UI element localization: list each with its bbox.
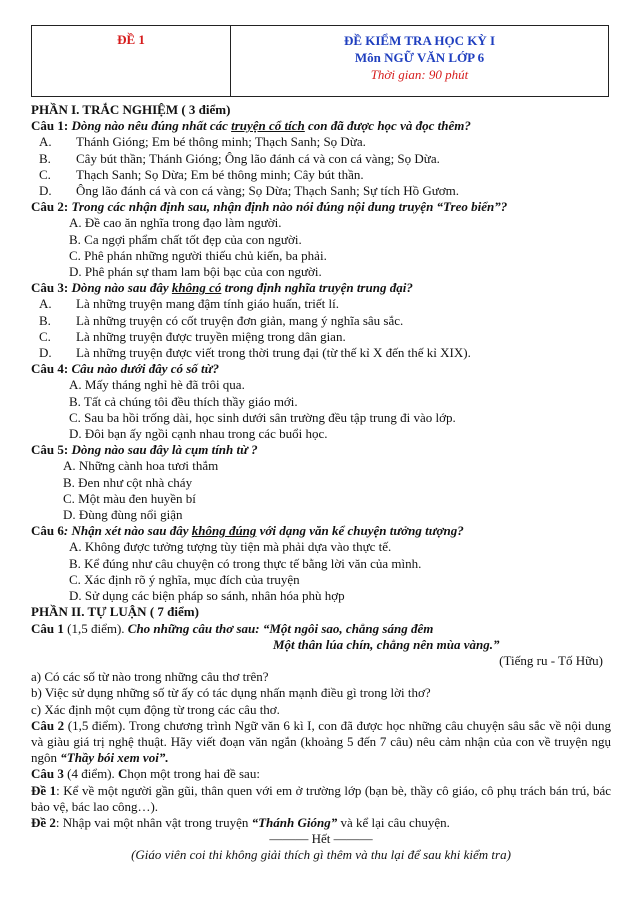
poem-text: Một thân lúa chín, chẳng nên mùa vàng.”	[273, 636, 500, 652]
poem-line-2	[31, 637, 611, 653]
exam-subject: Môn NGỮ VĂN LỚP 6	[354, 50, 485, 65]
option	[31, 313, 611, 329]
option: C. Một màu đen huyền bí	[63, 490, 196, 506]
option-label: C.	[39, 328, 51, 344]
question-text: Câu nào dưới đây có số từ?	[71, 361, 219, 377]
option	[31, 151, 611, 167]
option-text: Là những truyện được truyền miệng trong dân gian.	[76, 328, 346, 344]
question-3	[31, 280, 611, 296]
sub-question-b: b) Việc sử dụng những số từ ấy có tác dụng nhấn mạnh điều gì trong lời thơ?	[31, 685, 431, 701]
question-5	[31, 442, 611, 458]
question-text: (1,5 điểm). Trong chương trình Ngữ văn 6 kì I, con đã được học những câu chuyện sâu sắc về nội dung và giàu giá trị nghệ thuật. Hãy viết đoạn văn ngắn (khoảng 5 đến 7 câu) nêu cảm nhận của con về truyện ngụ ngôn	[31, 717, 611, 766]
exam-code: ĐỀ 1	[117, 32, 145, 47]
question-text-part: : Nhận xét nào sau đây	[63, 523, 192, 539]
topic-1	[31, 783, 611, 815]
option	[31, 134, 611, 150]
question-points: (4 điểm).	[63, 766, 119, 782]
sub-question-a: a) Có các số từ nào trong những câu thơ trên?	[31, 669, 269, 685]
option: A. Đề cao ăn nghĩa trong đạo làm người.	[69, 215, 282, 231]
sub-question-c: c) Xác định một cụm động từ trong các câu thơ.	[31, 701, 280, 717]
exam-content	[31, 102, 611, 864]
option: A. Mấy tháng nghỉ hè đã trôi qua.	[69, 377, 245, 393]
option-label: A.	[39, 296, 52, 312]
question-text-part: Dòng nào nêu đúng nhất các	[71, 118, 232, 134]
option: C. Xác định rõ ý nghĩa, mục đích của truyện	[69, 571, 300, 587]
question-1	[31, 118, 611, 134]
topic-2	[31, 815, 611, 831]
question-label: Câu 1:	[31, 118, 69, 134]
topic-text: và kể lại câu chuyện.	[337, 814, 450, 830]
question-2	[31, 199, 611, 215]
option	[31, 329, 611, 345]
essay-question-1	[31, 621, 611, 637]
question-label: Câu 3	[31, 766, 64, 782]
option: B. Kể đúng như câu chuyện có trong thực tế bằng lời văn của mình.	[69, 555, 422, 571]
question-4	[31, 361, 611, 377]
question-text: họn một trong hai đề sau:	[127, 766, 260, 782]
end-marker: ——— Hết ———	[269, 831, 373, 847]
question-label: Câu 2	[31, 717, 65, 733]
exam-title: ĐỀ KIỂM TRA HỌC KỲ I	[343, 33, 496, 48]
question-text	[71, 280, 412, 295]
option-text: Thánh Gióng; Em bé thông minh; Thạch Sanh; Sọ Dừa.	[76, 134, 366, 150]
option-text: Là những truyện được viết trong thời trung đại (từ thế kỉ X đến thế kỉ XIX).	[76, 345, 471, 361]
option-label: B.	[39, 312, 51, 328]
exam-code-cell	[32, 26, 231, 96]
question-text: Dòng nào sau đây là cụm tính từ ?	[71, 442, 258, 458]
question-points: (1,5 điểm).	[63, 620, 128, 636]
question-text-part: trong định nghĩa truyện trung đại?	[221, 280, 413, 296]
question-label: Câu 2:	[31, 199, 69, 215]
option: A. Những cành hoa tươi thắm	[63, 458, 219, 474]
option	[31, 167, 611, 183]
question-label: Câu 3:	[31, 280, 69, 296]
option-label: D.	[39, 345, 52, 361]
option	[31, 183, 611, 199]
option-text: Là những truyện mang đậm tính giáo huấn, triết lí.	[76, 296, 340, 312]
topic-label: Đề 2	[31, 814, 56, 830]
question-text: Trong các nhận định sau, nhận định nào nói đúng nội dung truyện “Treo biển”?	[71, 199, 508, 215]
option: C. Sau ba hồi trống dài, học sinh dưới sân trường đều tập trung đi vào lớp.	[69, 409, 456, 425]
option-label: C.	[39, 166, 51, 182]
question-underlined: truyện cổ tích	[231, 118, 305, 134]
option: D. Đùng đùng nổi giận	[63, 507, 183, 523]
option: D. Đôi bạn ấy ngồi cạnh nhau trong các buổi học.	[69, 426, 328, 442]
question-label: Câu 4:	[31, 361, 69, 377]
option-text: Thạch Sanh; Sọ Dừa; Em bé thông minh; Cây bút thần.	[76, 166, 364, 182]
option	[31, 296, 611, 312]
exam-time: Thời gian: 90 phút	[370, 67, 469, 82]
option: D. Phê phán sự tham lam bội bạc của con người.	[69, 264, 322, 280]
essay-question-2	[31, 718, 611, 767]
option-label: D.	[39, 183, 52, 199]
topic-text: : Nhập vai một nhân vật trong truyện	[55, 814, 252, 830]
question-underlined: không đúng	[191, 523, 257, 539]
question-6	[31, 523, 611, 539]
question-text-part: con đã được học và đọc thêm?	[304, 118, 471, 134]
topic-label: Đề 1	[31, 782, 57, 798]
option-text: Ông lão đánh cá và con cá vàng; Sọ Dừa; Thạch Sanh; Sự tích Hồ Gươm.	[76, 183, 460, 199]
question-label: Câu 6	[31, 523, 64, 539]
question-text-part: với dạng văn kể chuyện tưởng tượng?	[256, 523, 464, 539]
option	[31, 345, 611, 361]
option: B. Tất cả chúng tôi đều thích thầy giáo mới.	[69, 393, 298, 409]
story-title: “Thánh Gióng”	[251, 814, 338, 830]
option: D. Sử dụng các biện pháp so sánh, nhân hóa phù hợp	[69, 588, 345, 604]
option: A. Không được tưởng tượng tùy tiện mà phải dựa vào thực tế.	[69, 539, 392, 555]
essay-question-3	[31, 766, 611, 782]
question-label: Câu 1	[31, 620, 64, 636]
exam-header-table	[31, 25, 609, 97]
part2-title: PHẦN II. TỰ LUẬN ( 7 điểm)	[31, 604, 199, 620]
exam-title-cell	[231, 26, 608, 96]
option-label: B.	[39, 150, 51, 166]
story-title: “Thầy bói xem voi”.	[60, 750, 169, 766]
question-label: Câu 5:	[31, 442, 69, 458]
option-label: A.	[39, 134, 52, 150]
option-text: Là những truyện có cốt truyện đơn giản, mang ý nghĩa sâu sắc.	[76, 312, 404, 328]
question-text-part: Dòng nào sau đây	[71, 280, 172, 296]
question-initial: C	[118, 766, 128, 782]
proctor-note: (Giáo viên coi thi không giải thích gì thêm và thu lại để sau khi kiểm tra)	[131, 847, 511, 863]
option-text: Cây bút thần; Thánh Gióng; Ông lão đánh cá và con cá vàng; Sọ Dừa.	[76, 150, 440, 166]
question-text: Cho những câu thơ sau: “Một ngôi sao, chẳng sáng đêm	[127, 620, 434, 636]
option: C. Phê phán những người thiếu chủ kiến, ba phải.	[69, 247, 327, 263]
question-underlined: không có	[171, 280, 222, 296]
option: B. Đen như cột nhà cháy	[63, 474, 193, 490]
question-text	[71, 118, 470, 133]
poem-source: (Tiếng ru - Tố Hữu)	[499, 652, 603, 668]
topic-text: : Kể về một người gần gũi, thân quen với em ở trường lớp (bạn bè, thầy cô giáo, cô phụ trách bán trú, bác bảo vệ, bác lao công…).	[31, 782, 611, 814]
option: B. Ca ngợi phẩm chất tốt đẹp của con người.	[69, 231, 302, 247]
part1-title: PHẦN I. TRẮC NGHIỆM ( 3 điểm)	[31, 102, 231, 117]
question-text	[64, 523, 464, 538]
